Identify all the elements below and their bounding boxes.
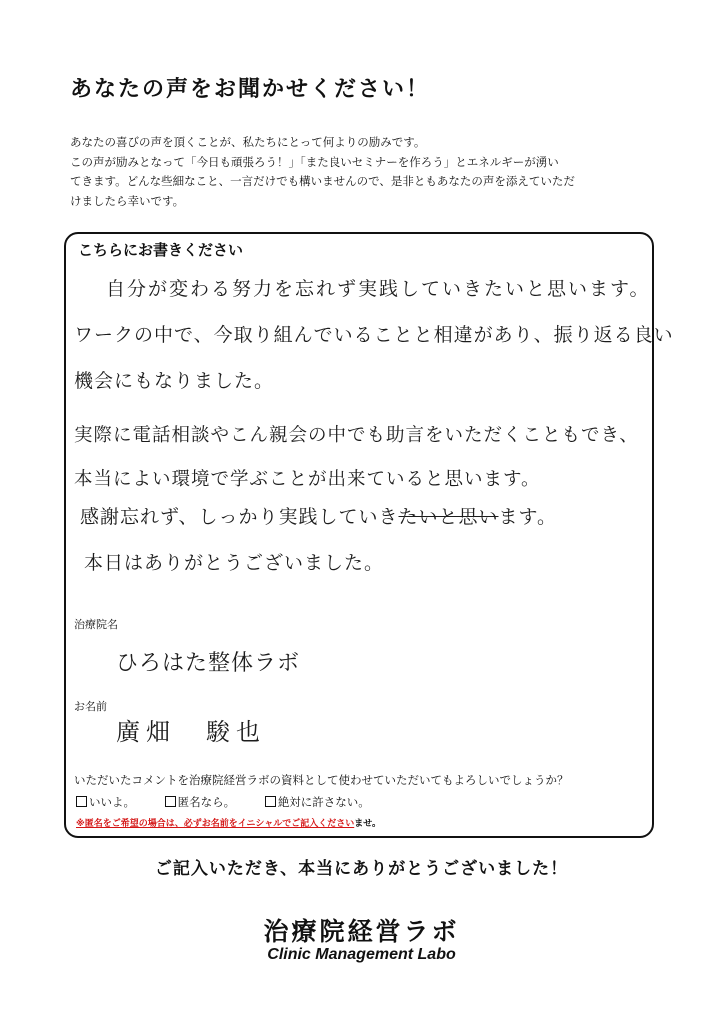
intro-line: あなたの喜びの声を頂くことが、私たちにとって何よりの励みです。 — [70, 135, 426, 149]
handwritten-line — [80, 502, 557, 529]
card-heading: こちらにお書きください — [78, 241, 244, 259]
anonymous-note — [76, 816, 381, 829]
option-label: 絶対に許さない。 — [277, 795, 370, 809]
handwritten-line: 機会にもなりました。 — [74, 370, 275, 392]
logo — [0, 912, 723, 964]
handwritten-line: ワークの中で、今取り組んでいることと相違があり、振り返る良い — [74, 324, 674, 346]
name-label: お名前 — [74, 700, 107, 713]
checkbox-icon[interactable] — [265, 796, 276, 807]
intro-line: けましたら幸いです。 — [70, 193, 185, 208]
comment-card — [64, 232, 674, 838]
handwritten-text: ます。 — [498, 506, 557, 528]
anonymous-note-red: ※匿名をご希望の場合は、必ずお名前をイニシャルでご記入ください — [76, 819, 355, 829]
option-never[interactable] — [265, 794, 370, 810]
permission-options — [76, 794, 396, 810]
option-label: 匿名なら。 — [177, 795, 236, 809]
handwritten-line: 自分が変わる努力を忘れず実践していきたいと思います。 — [106, 278, 651, 300]
handwritten-text: 感謝忘れず、しっかり実践していき — [80, 506, 399, 528]
handwritten-line: 本日はありがとうございました。 — [84, 552, 385, 574]
option-anonymous[interactable] — [165, 794, 236, 810]
checkbox-icon[interactable] — [165, 796, 176, 807]
struck-through-text: たいと思い — [398, 506, 499, 528]
intro-paragraph — [70, 133, 670, 211]
logo-english: Clinic Management Labo — [267, 946, 456, 963]
option-label: いいよ。 — [89, 795, 135, 809]
option-ok[interactable] — [76, 794, 135, 810]
permission-question: いただいたコメントを治療院経営ラボの資料として使わせていただいてもよろしいでしょうか？ — [74, 773, 569, 787]
logo-japanese: 治療院経営ラボ — [263, 917, 460, 946]
checkbox-icon[interactable] — [76, 796, 87, 807]
thanks-message: ご記入いただき、本当にありがとうございました！ — [154, 859, 569, 879]
anonymous-note-tail: ませ。 — [354, 819, 381, 829]
intro-line: てきます。どんな些細なこと、一言だけでも構いませんので、是非ともあなたの声を添えていただ — [70, 174, 575, 188]
clinic-name-label: 治療院名 — [74, 618, 118, 631]
page-title: あなたの声をお聞かせください！ — [70, 76, 431, 102]
name-value: 廣畑 駿也 — [116, 718, 266, 746]
intro-line: この声が励みとなって「今日も頑張ろう！」「また良いセミナーを作ろう」とエネルギーが湧い — [70, 154, 559, 169]
clinic-name-value: ひろはた整体ラボ — [116, 651, 301, 676]
handwritten-line: 実際に電話相談やこん親会の中でも助言をいただくこともでき、本当によい環境で学ぶことが出来ていると思います。 — [74, 425, 639, 490]
